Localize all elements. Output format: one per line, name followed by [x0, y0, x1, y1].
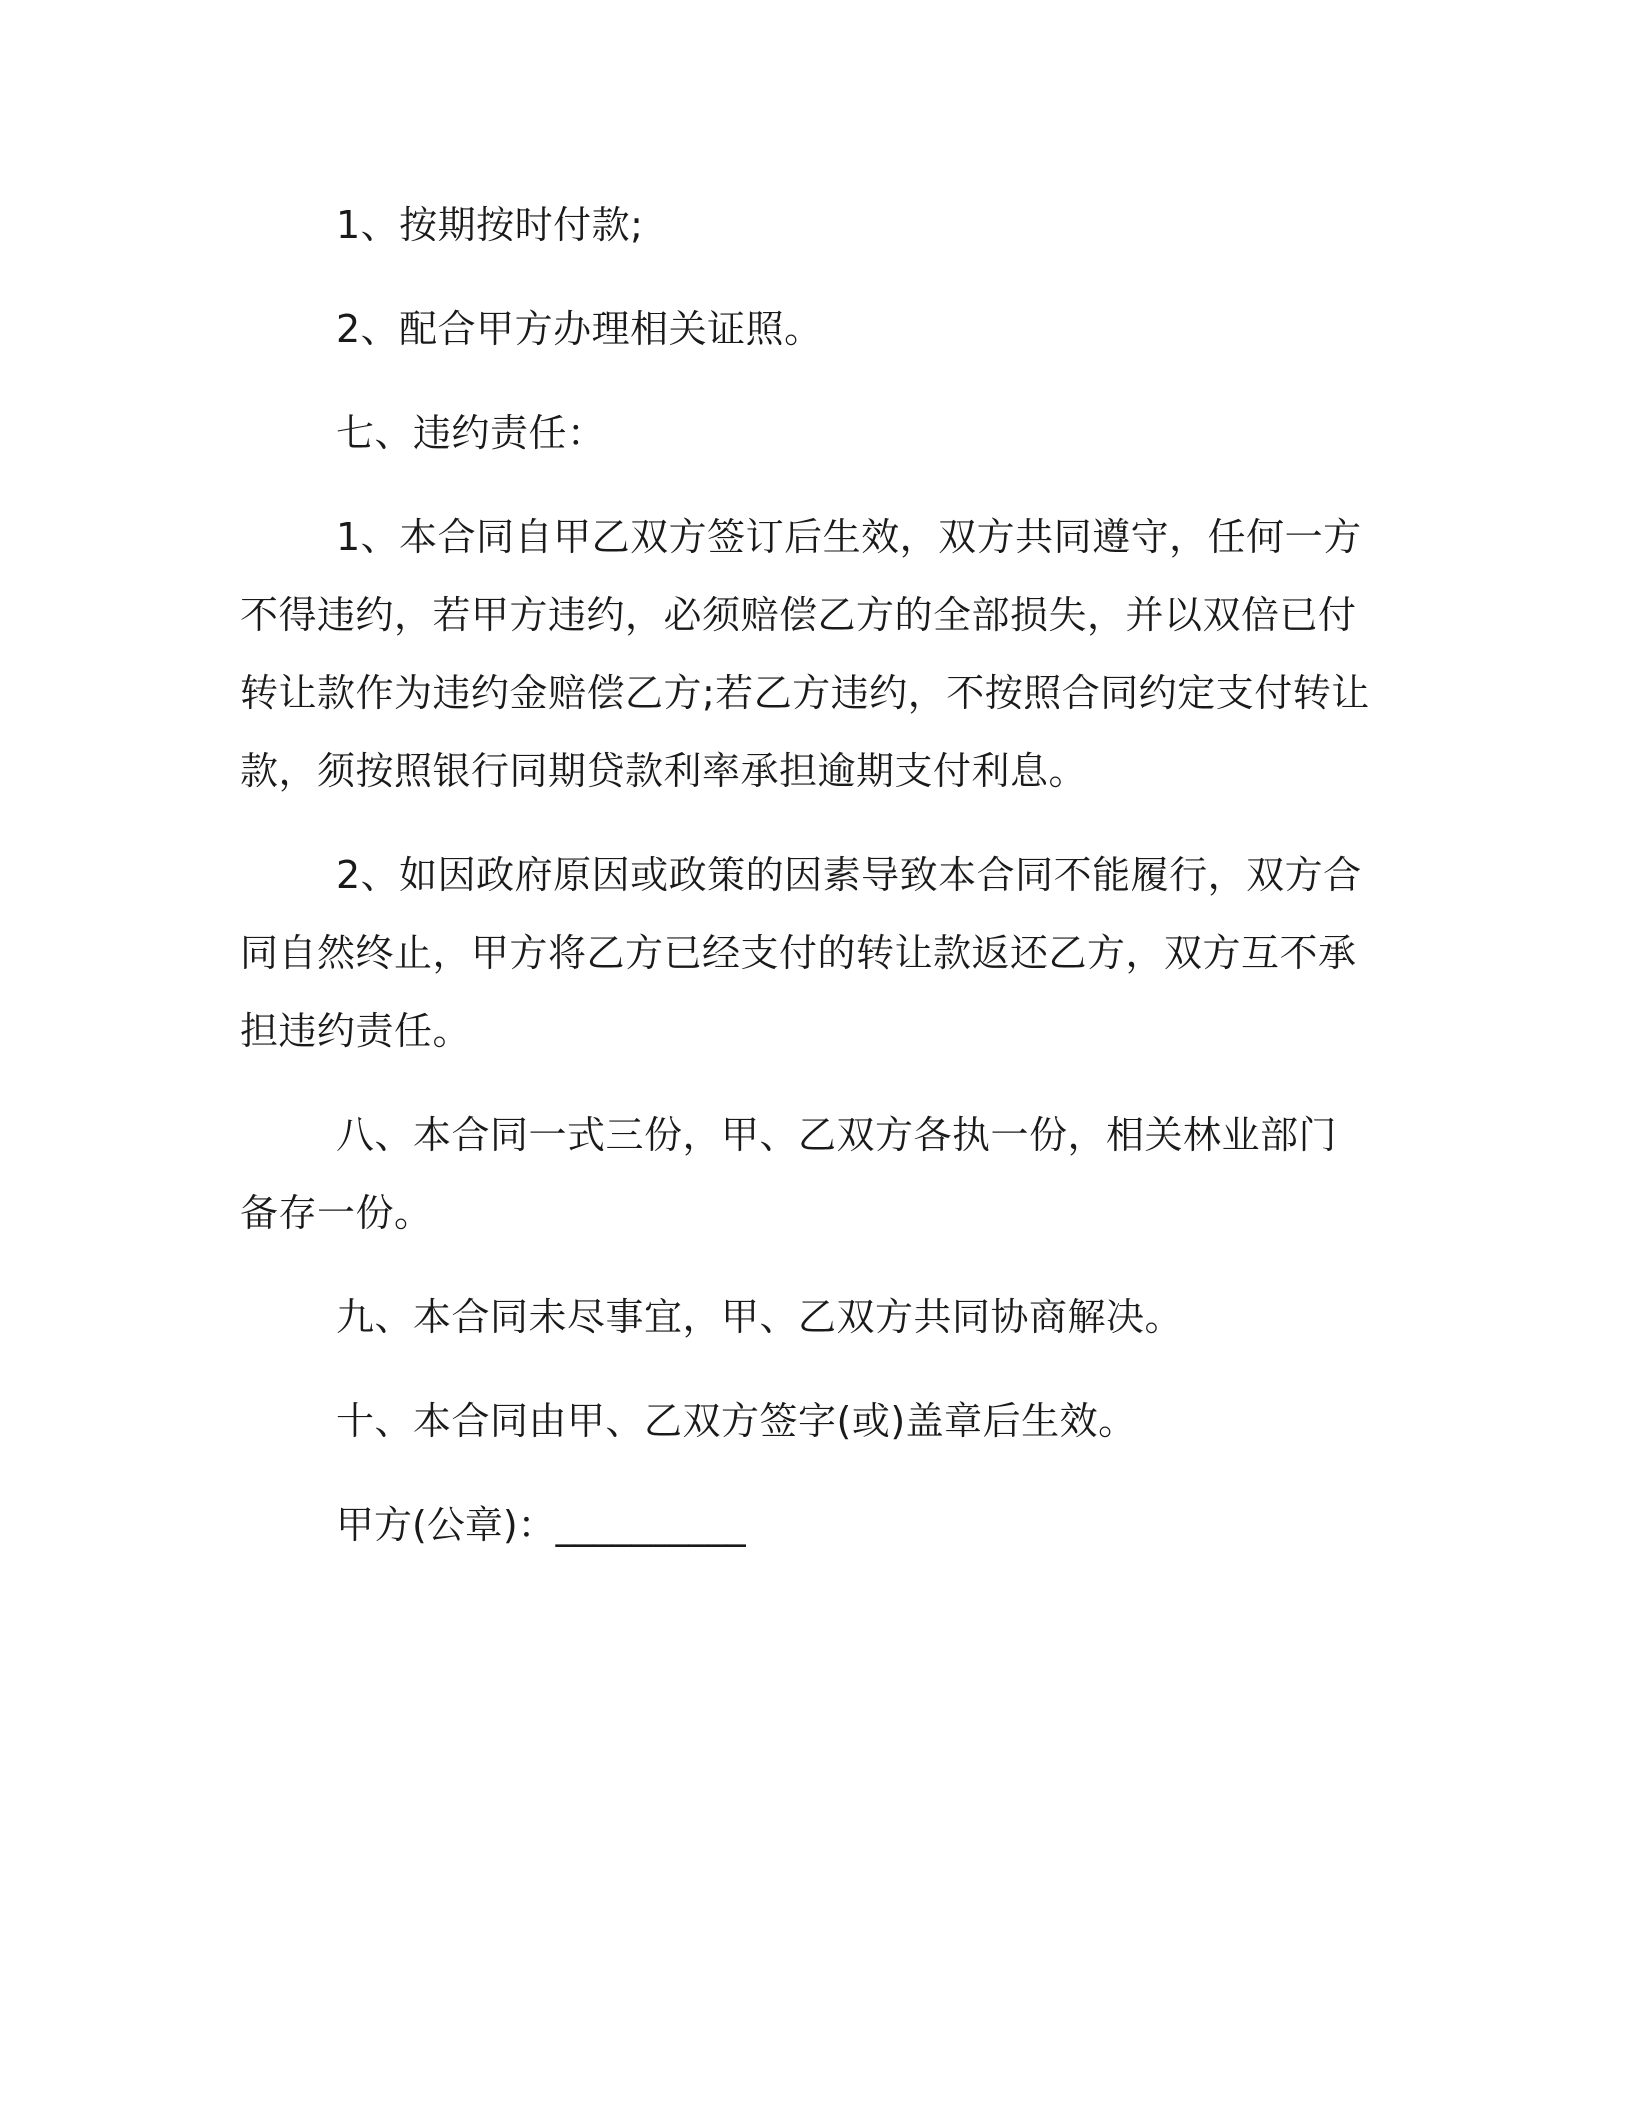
clause-payment-on-time: 1、按期按时付款; [336, 203, 644, 247]
clause-effective-date: 十、本合同由甲、乙双方签字(或)盖章后生效。 [336, 1399, 1137, 1443]
clause-breach-compensation: 1、本合同自甲乙双方签订后生效，双方共同遵守，任何一方不得违约，若甲方违约，必须赔偿乙方的全部损失，并以双倍已付转让款作为违约金赔偿乙方;若乙方违约，不按照合同约定支付转让款，须按照银行同期贷款利率承担逾期支付利息。 [240, 515, 1370, 793]
clause-copies: 八、本合同一式三份，甲、乙双方各执一份，相关林业部门备存一份。 [240, 1113, 1338, 1235]
clause-government-termination: 2、如因政府原因或政策的因素导致本合同不能履行，双方合同自然终止，甲方将乙方已经支付的转让款返还乙方，双方互不承担违约责任。 [240, 853, 1362, 1053]
party-a-signature-line: 甲方(公章)：__________ [336, 1503, 746, 1547]
section-heading-breach-liability: 七、违约责任： [336, 411, 606, 455]
document-body [240, 186, 1370, 1564]
clause-unresolved-matters: 九、本合同未尽事宜，甲、乙双方共同协商解决。 [336, 1295, 1184, 1339]
clause-assist-permits: 2、配合甲方办理相关证照。 [336, 307, 823, 351]
